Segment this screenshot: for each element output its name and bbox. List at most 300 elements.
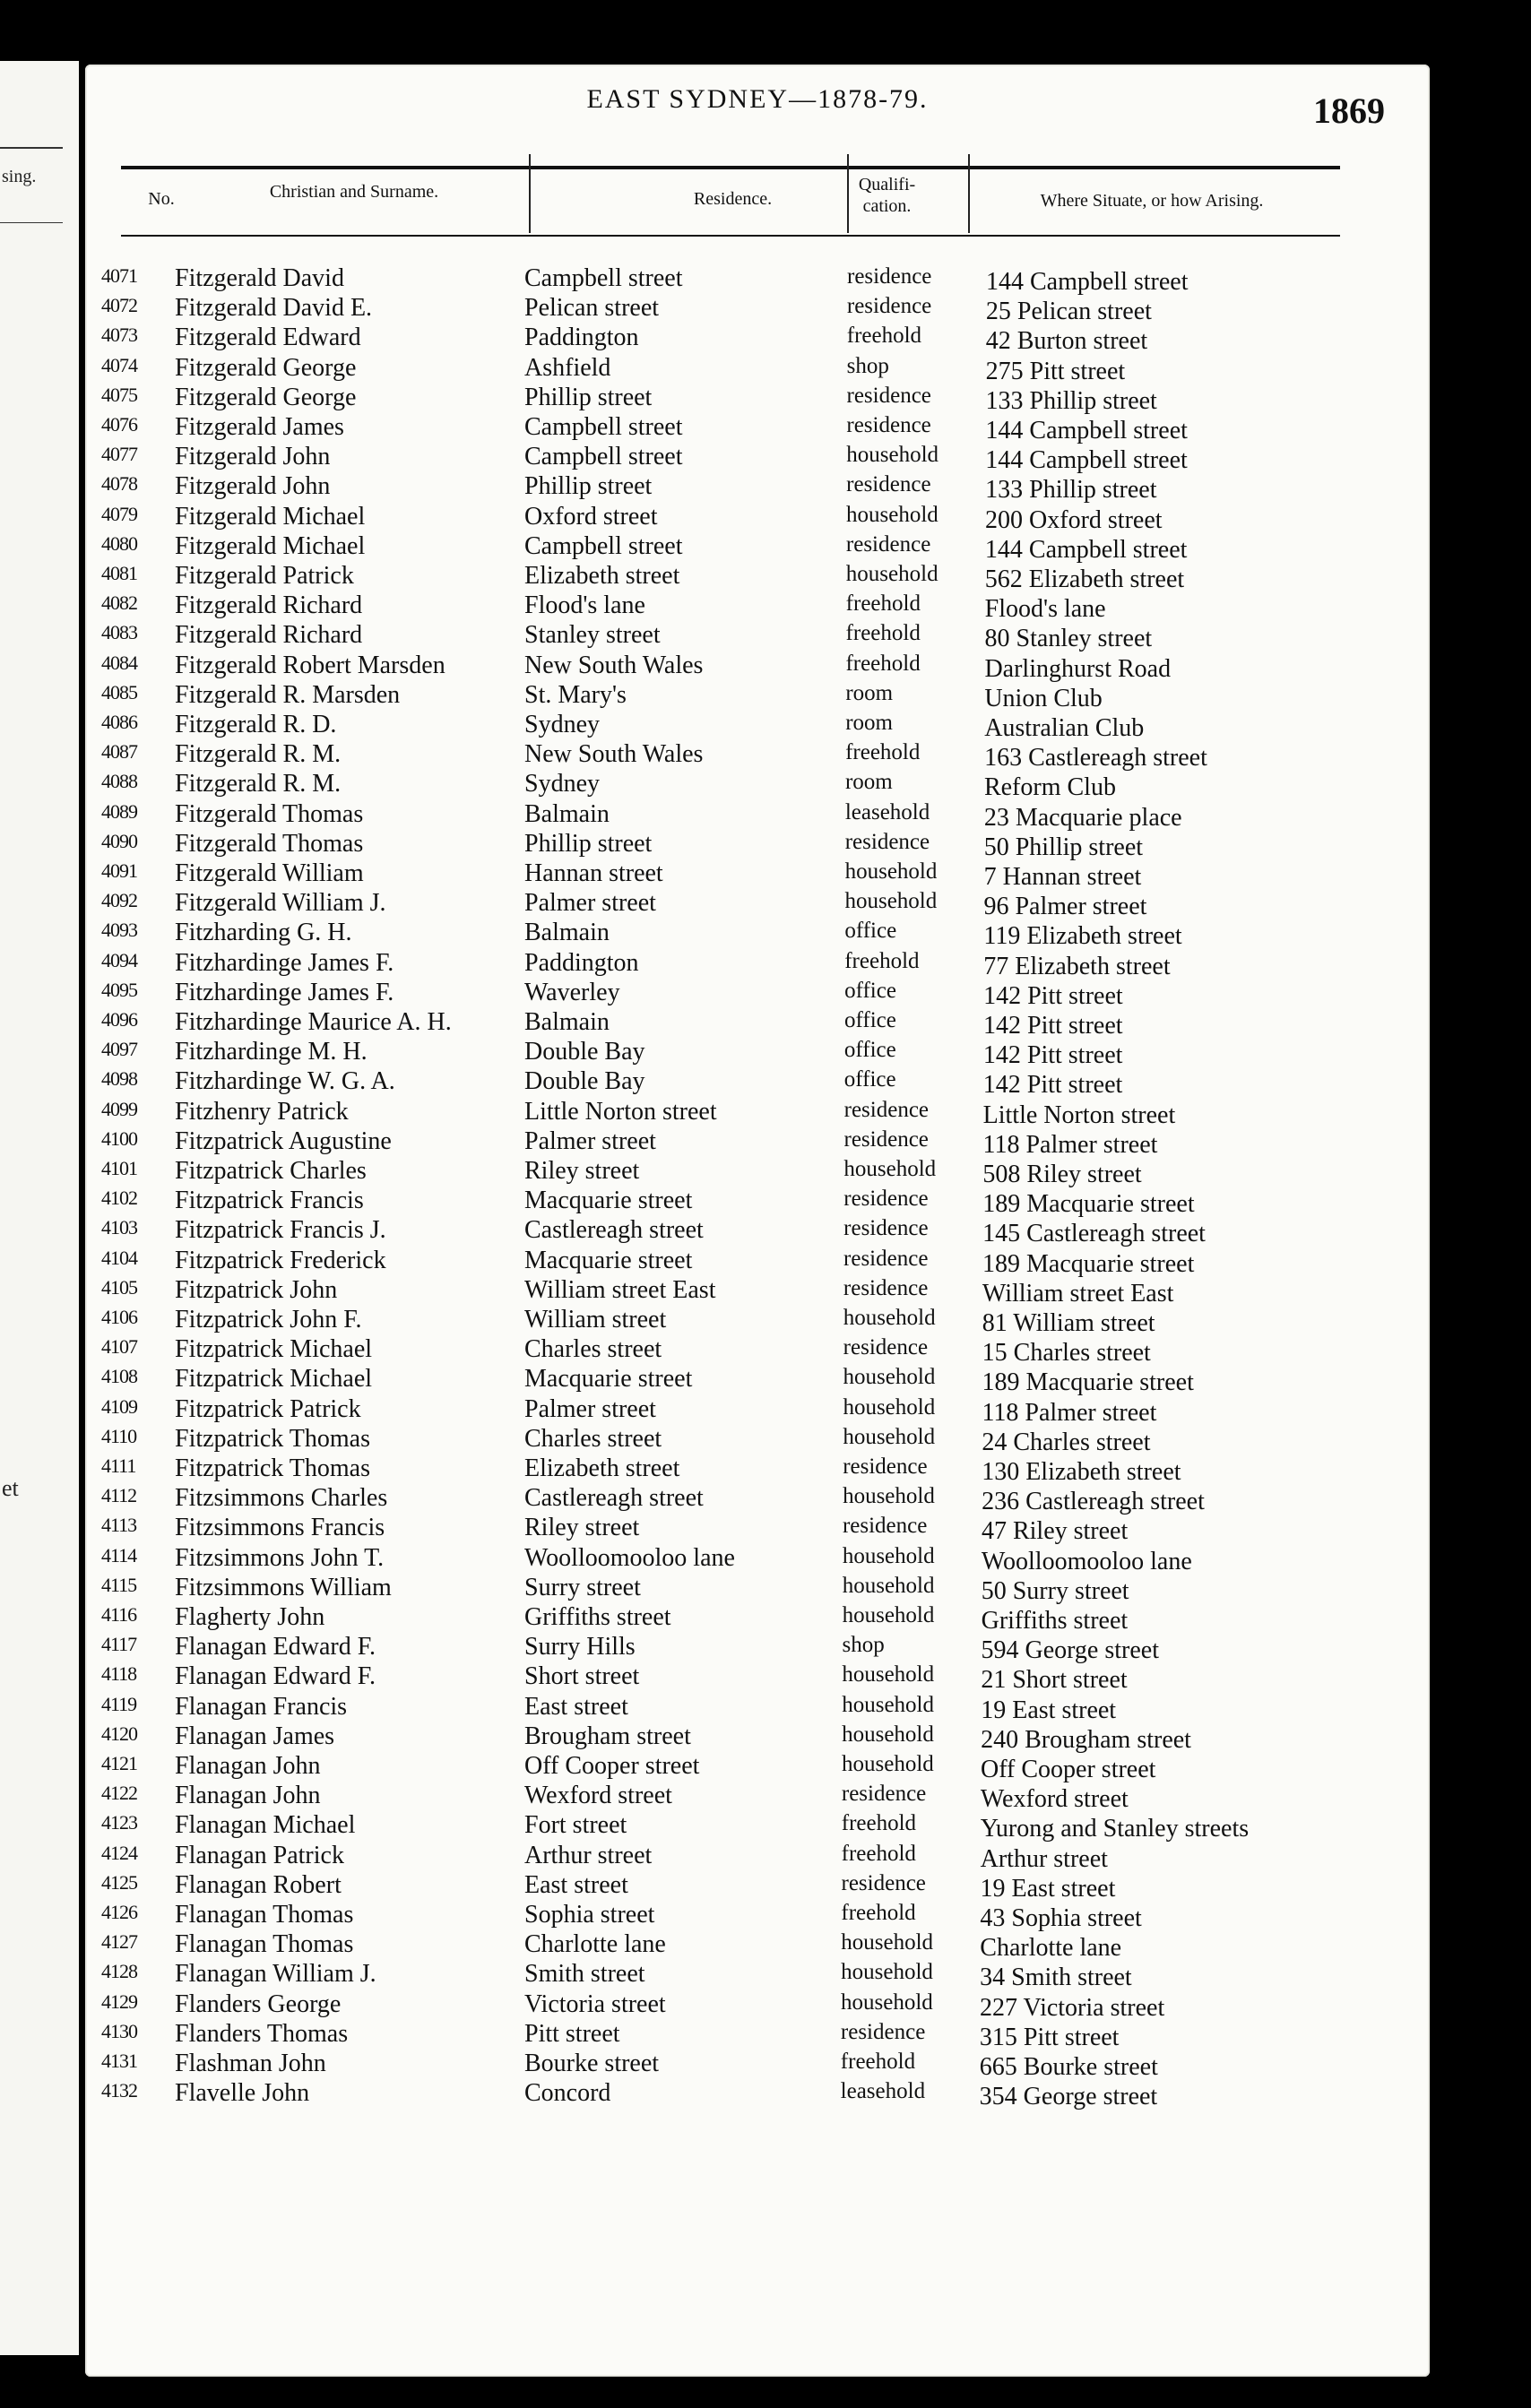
left-page-rule-2: [0, 222, 63, 223]
entry-qualification: household: [842, 1692, 935, 1717]
entry-where: 34 Smith street: [980, 1964, 1132, 1992]
entry-where: William street East: [982, 1279, 1174, 1308]
entry-number: 4109: [101, 1394, 137, 1418]
entry-number: 4080: [101, 531, 137, 555]
table-row: [85, 354, 1430, 384]
entry-name: Fitzgerald R. M.: [175, 740, 342, 769]
entry-number: 4094: [101, 948, 137, 971]
entry-name: Fitzgerald Michael: [175, 531, 366, 560]
entry-where: Union Club: [984, 684, 1103, 712]
table-row: [85, 1871, 1430, 1901]
table-row: [85, 2020, 1430, 2050]
entry-number: 4100: [101, 1126, 137, 1150]
entry-where: 7 Hannan street: [983, 863, 1142, 891]
entry-number: 4128: [101, 1960, 137, 1983]
entry-qualification: room: [845, 711, 893, 735]
entry-where: Charlotte lane: [980, 1934, 1122, 1963]
table-row: [85, 1782, 1430, 1814]
entry-where: 144 Campbell street: [985, 446, 1188, 475]
entry-number: 4085: [101, 680, 137, 703]
entry-number: 4081: [101, 562, 137, 584]
entry-residence: Double Bay: [524, 1067, 645, 1096]
entry-number: 4092: [101, 889, 137, 912]
entry-where: Griffiths street: [981, 1607, 1129, 1635]
entry-name: Fitzgerald James: [175, 413, 344, 441]
entry-name: Fitzsimmons Francis: [175, 1514, 385, 1542]
entry-where: Wexford street: [980, 1785, 1129, 1814]
entry-residence: Elizabeth street: [524, 562, 680, 590]
entry-qualification: residence: [846, 472, 931, 497]
entry-qualification: residence: [843, 1275, 929, 1300]
entry-number: 4111: [101, 1454, 136, 1477]
entry-where: Australian Club: [984, 714, 1145, 742]
entry-qualification: residence: [844, 829, 930, 854]
entry-number: 4126: [101, 1901, 137, 1923]
entry-residence: William street: [524, 1306, 667, 1333]
entry-number: 4079: [101, 502, 137, 525]
entry-qualification: leasehold: [840, 2079, 926, 2104]
entry-residence: Victoria street: [524, 1989, 666, 2018]
entry-where: 145 Castlereagh street: [982, 1220, 1206, 1248]
table-row: [85, 562, 1430, 591]
entry-name: Fitzsimmons William: [175, 1573, 392, 1601]
entry-name: Flanagan Thomas: [175, 1901, 354, 1929]
entry-number: 4086: [101, 711, 137, 733]
entry-residence: Wexford street: [524, 1782, 672, 1810]
table-row: [85, 1930, 1430, 1963]
entry-where: Yurong and Stanley streets: [980, 1815, 1250, 1843]
table-row: [85, 1187, 1430, 1219]
entry-where: 133 Phillip street: [985, 476, 1157, 505]
col-header-name: Christian and Surname.: [269, 182, 439, 202]
entry-name: Fitzhardinge W. G. A.: [175, 1067, 395, 1096]
entry-where: 25 Pelican street: [985, 298, 1152, 326]
entry-qualification: residence: [843, 1097, 930, 1122]
entry-qualification: household: [846, 502, 938, 527]
table-row: [85, 324, 1430, 356]
entry-number: 4113: [101, 1514, 137, 1537]
entry-name: Fitzpatrick Augustine: [175, 1126, 392, 1155]
entry-qualification: household: [843, 1484, 935, 1509]
entry-residence: Pitt street: [524, 2019, 620, 2048]
entry-where: Woolloomooloo lane: [981, 1547, 1192, 1575]
table-row: [85, 800, 1430, 830]
entry-number: 4089: [101, 799, 137, 823]
entry-qualification: residence: [847, 264, 932, 289]
table-row: [85, 1842, 1430, 1871]
table-row: [85, 443, 1430, 475]
entry-number: 4071: [101, 264, 137, 287]
entry-qualification: residence: [842, 1514, 928, 1539]
col-header-no: No.: [148, 189, 175, 209]
entry-number: 4115: [101, 1573, 137, 1596]
entry-residence: Paddington: [524, 324, 639, 352]
entry-residence: Little Norton street: [524, 1097, 717, 1126]
entry-number: 4077: [101, 443, 137, 466]
entry-where: 21 Short street: [981, 1666, 1128, 1695]
entry-residence: Charlotte lane: [524, 1930, 666, 1959]
entry-where: Flood's lane: [984, 595, 1106, 624]
entry-residence: Campbell street: [524, 413, 683, 441]
entry-qualification: household: [843, 1157, 937, 1181]
entry-qualification: household: [841, 1930, 934, 1955]
entry-residence: Riley street: [524, 1514, 640, 1542]
entry-residence: Waverley: [524, 978, 620, 1006]
entry-where: 144 Campbell street: [986, 268, 1189, 296]
entry-residence: Surry street: [524, 1573, 641, 1601]
table-row: [85, 1038, 1430, 1070]
entry-residence: Hannan street: [524, 859, 663, 887]
entry-qualification: residence: [843, 1335, 929, 1360]
table-row: [85, 503, 1430, 532]
entry-number: 4112: [101, 1484, 137, 1507]
entry-number: 4097: [101, 1038, 137, 1061]
entry-qualification: residence: [841, 1782, 927, 1807]
entry-where: 240 Brougham street: [981, 1725, 1191, 1754]
entry-qualification: household: [843, 1306, 936, 1330]
table-row: [85, 1335, 1430, 1368]
entry-where: 562 Elizabeth street: [984, 565, 1185, 593]
entry-where: 80 Stanley street: [984, 625, 1153, 653]
entry-where: 133 Phillip street: [985, 386, 1157, 415]
entry-qualification: office: [844, 978, 896, 1003]
entry-number: 4123: [101, 1811, 137, 1834]
entry-name: Fitzgerald David: [175, 264, 344, 292]
left-page-fragment-bottom: et: [2, 1475, 19, 1501]
entry-qualification: residence: [846, 413, 931, 437]
entry-residence: William street East: [524, 1275, 716, 1304]
table-row: [85, 621, 1430, 651]
table-row: [85, 1365, 1430, 1397]
entry-residence: Fort street: [524, 1811, 627, 1840]
table-row: [85, 1067, 1430, 1100]
entry-residence: New South Wales: [524, 651, 704, 679]
entry-residence: Sophia street: [524, 1901, 655, 1929]
entry-qualification: freehold: [845, 740, 921, 765]
entry-qualification: office: [843, 1067, 896, 1092]
entry-name: Fitzgerald Thomas: [175, 829, 364, 858]
table-row: [85, 1960, 1430, 1992]
entry-qualification: household: [841, 1960, 933, 1985]
entry-number: 4082: [101, 591, 137, 615]
entry-where: 354 George street: [979, 2083, 1158, 2111]
entry-qualification: residence: [843, 1216, 929, 1241]
register-page: [85, 65, 1430, 2377]
entry-qualification: residence: [843, 1187, 929, 1212]
entry-residence: Campbell street: [524, 443, 683, 471]
entry-residence: Phillip street: [524, 472, 653, 501]
entry-residence: Campbell street: [524, 264, 683, 292]
entry-qualification: shop: [842, 1633, 885, 1658]
entry-where: 142 Pitt street: [983, 1012, 1123, 1040]
entry-where: 189 Macquarie street: [982, 1249, 1195, 1278]
entry-residence: Concord: [524, 2079, 611, 2108]
table-row: [85, 2050, 1430, 2079]
entry-residence: Paddington: [524, 948, 639, 977]
entry-where: 15 Charles street: [982, 1339, 1151, 1368]
table-row: [85, 681, 1430, 711]
entry-qualification: freehold: [840, 2050, 916, 2074]
table-row: [85, 1811, 1430, 1841]
entry-name: Fitzpatrick Thomas: [175, 1454, 370, 1482]
entry-name: Fitzgerald R. D.: [175, 711, 337, 738]
table-row: [85, 472, 1430, 505]
entry-residence: Charles street: [524, 1335, 662, 1364]
entry-residence: Stanley street: [524, 621, 661, 650]
entry-name: Fitzgerald John: [175, 443, 331, 471]
table-row: [85, 1276, 1430, 1306]
entry-where: Little Norton street: [982, 1100, 1176, 1129]
entry-name: Fitzsimmons John T.: [175, 1543, 385, 1572]
entry-residence: Smith street: [524, 1960, 645, 1989]
entry-residence: Griffiths street: [524, 1603, 671, 1631]
entry-name: Fitzgerald Richard: [175, 621, 363, 650]
table-row: [85, 979, 1430, 1008]
entry-number: 4105: [101, 1275, 137, 1299]
entry-where: 19 East street: [981, 1696, 1117, 1724]
entry-where: 50 Phillip street: [983, 833, 1144, 861]
entry-name: Flanagan James: [175, 1722, 335, 1750]
table-row: [85, 1752, 1430, 1782]
entry-name: Flanagan Robert: [175, 1870, 342, 1899]
entry-where: 144 Campbell street: [985, 417, 1188, 444]
entry-number: 4124: [101, 1841, 137, 1864]
entry-qualification: household: [844, 889, 938, 914]
entry-name: Fitzgerald William J.: [175, 889, 386, 918]
entry-number: 4099: [101, 1097, 137, 1120]
entry-where: 508 Riley street: [982, 1161, 1142, 1188]
entry-residence: Ashfield: [524, 353, 611, 382]
table-row: [85, 384, 1430, 413]
entry-residence: Balmain: [524, 799, 610, 828]
entry-number: 4110: [101, 1424, 137, 1447]
entry-qualification: household: [842, 1603, 935, 1627]
entry-number: 4121: [101, 1752, 137, 1774]
entry-qualification: freehold: [845, 621, 921, 646]
entry-residence: Balmain: [524, 1008, 610, 1036]
entry-residence: St. Mary's: [524, 680, 627, 709]
entry-name: Fitzgerald John: [175, 472, 331, 501]
entry-qualification: office: [843, 1038, 896, 1063]
entry-qualification: freehold: [844, 948, 920, 973]
entry-qualification: freehold: [841, 1901, 916, 1925]
entry-qualification: freehold: [841, 1841, 916, 1866]
entry-qualification: freehold: [845, 591, 921, 617]
col-header-where: Where Situate, or how Arising.: [1040, 191, 1264, 211]
entry-residence: New South Wales: [524, 740, 704, 769]
entry-residence: Surry Hills: [524, 1633, 636, 1661]
entry-qualification: household: [842, 1662, 935, 1687]
entry-name: Flavelle John: [175, 2079, 310, 2108]
entry-where: Off Cooper street: [981, 1756, 1156, 1783]
entry-where: 77 Elizabeth street: [983, 952, 1171, 980]
entry-where: 47 Riley street: [981, 1517, 1129, 1546]
left-page-rule: [0, 147, 63, 149]
entry-residence: Short street: [524, 1662, 640, 1691]
entry-number: 4132: [101, 2079, 137, 2102]
entry-name: Fitzpatrick John: [175, 1275, 338, 1304]
entry-where: 142 Pitt street: [983, 981, 1123, 1010]
entry-number: 4098: [101, 1067, 137, 1091]
table-row: [85, 1127, 1430, 1157]
entry-number: 4091: [101, 859, 137, 882]
entry-name: Flanagan Edward F.: [175, 1662, 376, 1691]
entry-where: 43 Sophia street: [980, 1904, 1142, 1932]
entry-residence: Pelican street: [524, 294, 660, 323]
entry-number: 4104: [101, 1246, 137, 1269]
entry-name: Fitzpatrick Frederick: [175, 1246, 386, 1274]
entry-qualification: residence: [846, 383, 931, 408]
entry-residence: Macquarie street: [524, 1365, 693, 1394]
entry-name: Fitzgerald Edward: [175, 324, 361, 352]
table-row: [85, 2079, 1430, 2109]
entry-qualification: room: [844, 770, 893, 795]
entry-qualification: household: [842, 1722, 934, 1747]
entry-residence: Sydney: [524, 711, 600, 738]
entry-residence: Brougham street: [524, 1722, 691, 1750]
entry-name: Fitzgerald Thomas: [175, 799, 364, 828]
table-row: [85, 532, 1430, 562]
table-row: [85, 652, 1430, 681]
entry-residence: East street: [524, 1870, 628, 1899]
table-row: [85, 1901, 1430, 1930]
table-row: [85, 1008, 1430, 1038]
col-header-residence: Residence.: [693, 189, 773, 209]
entry-name: Fitzpatrick Patrick: [175, 1394, 361, 1423]
entry-where: 119 Elizabeth street: [983, 922, 1182, 951]
entry-residence: Flood's lane: [524, 591, 645, 620]
entry-name: Fitzpatrick Michael: [175, 1365, 373, 1394]
entry-where: Reform Club: [983, 773, 1116, 802]
entry-number: 4114: [101, 1543, 137, 1566]
entry-qualification: household: [844, 859, 938, 884]
entry-name: Flanagan Michael: [175, 1811, 356, 1840]
entry-where: 42 Burton street: [985, 327, 1148, 356]
table-row: [85, 889, 1430, 919]
entry-qualification: residence: [843, 1246, 929, 1271]
entry-qualification: leasehold: [844, 799, 930, 824]
table-row: [85, 770, 1430, 802]
table-row: [85, 949, 1430, 979]
entry-name: Fitzhardinge James F.: [175, 948, 394, 977]
entry-name: Fitzpatrick Michael: [175, 1335, 373, 1364]
left-page-fragment-top: sing.: [2, 167, 37, 186]
table-row: [85, 740, 1430, 770]
entry-number: 4072: [101, 294, 137, 317]
table-row: [85, 1247, 1430, 1276]
table-row: [85, 591, 1430, 624]
entry-where: 142 Pitt street: [982, 1041, 1123, 1070]
table-row: [85, 859, 1430, 889]
table-row: [85, 1603, 1430, 1633]
entry-residence: Elizabeth street: [524, 1454, 680, 1482]
entry-name: Flagherty John: [175, 1603, 325, 1631]
entry-name: Flanagan Francis: [175, 1692, 348, 1721]
entry-qualification: freehold: [841, 1811, 917, 1836]
table-row: [85, 1157, 1430, 1187]
table-row: [85, 1693, 1430, 1722]
col-header-qualification: Qualifi- cation.: [858, 175, 916, 216]
entry-name: Flanagan John: [175, 1782, 321, 1810]
entry-where: 19 East street: [980, 1874, 1116, 1903]
entry-name: Flanders George: [175, 1989, 342, 2018]
entry-residence: Phillip street: [524, 829, 653, 858]
col-divider-3: [968, 154, 970, 233]
header-top-rule: [121, 166, 1340, 169]
entry-name: Fitzpatrick John F.: [175, 1306, 362, 1333]
entry-qualification: office: [844, 1008, 896, 1032]
entry-name: Fitzharding G. H.: [175, 919, 352, 947]
entry-name: Fitzhardinge Maurice A. H.: [175, 1008, 452, 1036]
entry-residence: Palmer street: [524, 1394, 656, 1423]
table-row: [85, 1425, 1430, 1454]
entry-where: 118 Palmer street: [982, 1130, 1158, 1159]
entry-name: Fitzgerald Richard: [175, 591, 363, 620]
entry-number: 4108: [101, 1365, 137, 1388]
entry-residence: Palmer street: [524, 889, 656, 918]
entry-qualification: household: [843, 1365, 936, 1390]
entry-number: 4117: [101, 1633, 137, 1656]
page-number: 1869: [1313, 91, 1385, 131]
entry-number: 4088: [101, 770, 137, 793]
entry-where: 81 William street: [982, 1309, 1155, 1337]
entry-residence: Macquarie street: [524, 1246, 693, 1274]
entry-name: Flanagan William J.: [175, 1960, 376, 1989]
table-row: [85, 830, 1430, 859]
page-title: EAST SYDNEY—1878-79.: [586, 84, 929, 114]
entry-where: 189 Macquarie street: [982, 1190, 1195, 1219]
entry-qualification: residence: [843, 1126, 929, 1152]
entry-residence: Castlereagh street: [524, 1216, 704, 1245]
entry-name: Flanagan Edward F.: [175, 1633, 376, 1661]
entry-number: 4107: [101, 1335, 137, 1359]
entry-residence: Woolloomooloo lane: [524, 1543, 735, 1572]
entry-name: Fitzpatrick Francis J.: [175, 1216, 386, 1245]
table-row: [85, 1395, 1430, 1425]
entry-qualification: household: [842, 1543, 935, 1568]
entry-number: 4130: [101, 2019, 137, 2042]
entry-where: 665 Bourke street: [979, 2053, 1158, 2081]
entry-number: 4106: [101, 1306, 137, 1328]
left-page-edge: [0, 61, 79, 2355]
entry-number: 4075: [101, 383, 137, 406]
entry-residence: East street: [524, 1692, 628, 1721]
entry-qualification: room: [845, 680, 894, 705]
entry-name: Fitzpatrick Charles: [175, 1157, 367, 1185]
table-row: [85, 413, 1430, 443]
entry-number: 4122: [101, 1782, 137, 1805]
entry-where: Arthur street: [980, 1844, 1108, 1873]
entry-residence: Castlereagh street: [524, 1484, 704, 1513]
entry-number: 4127: [101, 1930, 137, 1954]
entry-where: Darlinghurst Road: [984, 654, 1172, 683]
table-row: [85, 1514, 1430, 1546]
entry-qualification: household: [842, 1573, 935, 1598]
entry-residence: Oxford street: [524, 502, 658, 531]
entry-where: 315 Pitt street: [979, 2023, 1120, 2051]
entry-where: 50 Surry street: [981, 1576, 1129, 1605]
entry-name: Flanagan Patrick: [175, 1841, 344, 1869]
entry-name: Fitzgerald David E.: [175, 294, 373, 323]
entry-residence: Arthur street: [524, 1841, 653, 1869]
entry-name: Fitzgerald George: [175, 383, 357, 411]
entry-where: 144 Campbell street: [984, 535, 1188, 564]
entry-where: 227 Victoria street: [980, 1993, 1165, 2022]
entry-residence: Bourke street: [524, 2050, 660, 2077]
entry-qualification: residence: [846, 294, 932, 319]
entry-number: 4078: [101, 472, 137, 496]
entry-residence: Phillip street: [524, 383, 653, 411]
